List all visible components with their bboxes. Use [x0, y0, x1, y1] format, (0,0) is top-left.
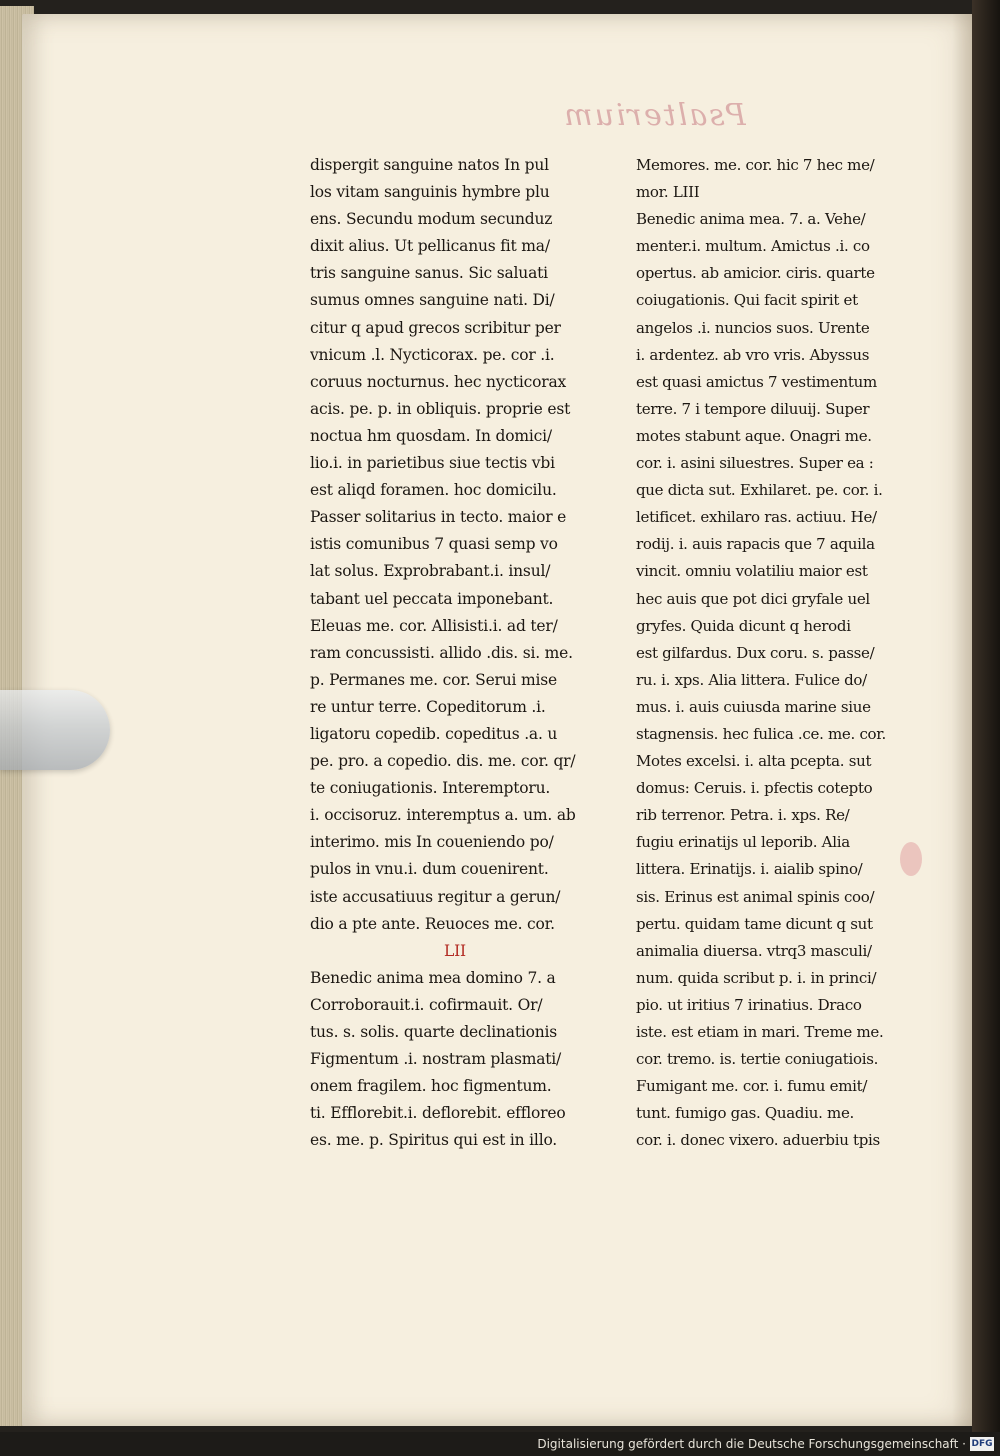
text-line: citur q apud grecos scribitur per: [310, 318, 561, 337]
text-line: angelos .i. nuncios suos. Urente: [636, 318, 870, 337]
book-clamp: [0, 690, 110, 770]
text-line: letificet. exhilaro ras. actiuu. He/: [636, 508, 877, 527]
text-line: opertus. ab amicior. ciris. quarte: [636, 264, 875, 283]
text-line: pe. pro. a copedio. dis. me. cor. qr/: [310, 752, 576, 771]
text-line: littera. Erinatijs. i. aialib spino/: [636, 860, 863, 879]
text-line: istis comunibus 7 quasi semp vo: [310, 535, 558, 554]
text-line: coiugationis. Qui facit spirit et: [636, 291, 858, 310]
text-line: onem fragilem. hoc figmentum.: [310, 1077, 552, 1096]
text-line: i. occisoruz. interemptus a. um. ab: [310, 806, 576, 825]
text-line: iste. est etiam in mari. Treme me.: [636, 1023, 884, 1041]
text-line: Corroborauit.i. cofirmauit. Or/: [310, 995, 543, 1014]
text-line: es. me. p. Spiritus qui est in illo.: [310, 1131, 558, 1150]
text-line: tus. s. solis. quarte declinationis: [310, 1023, 558, 1041]
text-line: domus: Ceruis. i. pfectis cotepto: [636, 779, 873, 798]
text-line: fugiu erinatijs ul leporib. Alia: [636, 833, 850, 852]
text-line: Benedic anima mea. 7. a. Vehe/: [636, 210, 866, 229]
running-head-show-through: Psalterium: [562, 98, 746, 133]
text-line: dixit alius. Ut pellicanus fit ma/: [310, 237, 550, 256]
text-line: terre. 7 i tempore diluuij. Super: [636, 399, 870, 418]
text-line: pio. ut iritius 7 irinatius. Draco: [636, 995, 862, 1014]
text-line: num. quida scribut p. i. in princi/: [636, 968, 877, 987]
dfg-logo-icon: DFG: [971, 1439, 993, 1449]
text-line: te coniugationis. Interemptoru.: [310, 779, 551, 798]
text-line: lat solus. Exprobrabant.i. insul/: [310, 562, 551, 581]
text-line: dio a pte ante. Reuoces me. cor.: [310, 914, 555, 933]
text-line: noctua hm quosdam. In domici/: [310, 426, 552, 445]
text-line: que dicta sut. Exhilaret. pe. cor. i.: [636, 481, 883, 500]
text-line: menter.i. multum. Amictus .i. co: [636, 237, 870, 256]
text-line: tris sanguine sanus. Sic saluati: [310, 264, 548, 283]
text-line: interimo. mis In coueniendo po/: [310, 833, 554, 852]
funding-credit: Digitalisierung gefördert durch die Deutsche Forschungsgemeinschaft ·: [537, 1437, 966, 1451]
text-line: motes stabunt aque. Onagri me.: [636, 426, 872, 445]
text-line: sumus omnes sanguine nati. Di/: [310, 291, 555, 310]
text-line: Figmentum .i. nostram plasmati/: [310, 1050, 562, 1069]
text-line: ram concussisti. allido .dis. si. me.: [310, 643, 573, 662]
text-line: iste accusatiuus regitur a gerun/: [310, 887, 561, 906]
text-line: rib terrenor. Petra. i. xps. Re/: [636, 806, 850, 825]
text-line: Eleuas me. cor. Allisisti.i. ad ter/: [310, 616, 558, 635]
text-line: pertu. quidam tame dicunt q sut: [636, 914, 873, 933]
facing-page-edge: [972, 0, 1000, 1432]
text-line: sis. Erinus est animal spinis coo/: [636, 887, 875, 906]
text-line: coruus nocturnus. hec nycticorax: [310, 372, 567, 391]
text-line: i. ardentez. ab vro vris. Abyssus: [636, 345, 870, 364]
text-line: animalia diuersa. vtrq3 masculi/: [636, 941, 872, 960]
text-line: los vitam sanguinis hymbre plu: [310, 183, 550, 202]
text-line: vnicum .l. Nycticorax. pe. cor .i.: [310, 345, 555, 364]
text-line: gryfes. Quida dicunt q herodi: [636, 616, 851, 635]
text-line: tabant uel peccata imponebant.: [310, 589, 554, 608]
text-line: Fumigant me. cor. i. fumu emit/: [636, 1077, 868, 1096]
text-line: mor. LIII: [636, 183, 700, 202]
text-line: hec auis que pot dici gryfale uel: [636, 589, 870, 608]
text-line: vincit. omniu volatiliu maior est: [636, 562, 868, 581]
text-line: ens. Secundu modum secunduz: [310, 210, 553, 229]
right-text-column: [636, 152, 908, 1154]
left-text-column: [310, 152, 600, 1154]
text-line: stagnensis. hec fulica .ce. me. cor.: [636, 724, 886, 743]
text-line: lio.i. in parietibus siue tectis vbi: [310, 454, 555, 473]
text-line: dispergit sanguine natos In pul: [310, 156, 549, 174]
red-ink-stain: [900, 842, 922, 876]
text-line: p. Permanes me. cor. Serui mise: [310, 670, 558, 689]
text-line: Motes excelsi. i. alta pcepta. sut: [636, 752, 872, 771]
text-line: cor. i. donec vixero. aduerbiu tpis: [636, 1131, 880, 1150]
text-line: rodij. i. auis rapacis que 7 aquila: [636, 535, 875, 554]
text-line: cor. tremo. is. tertie coniugatiois.: [636, 1050, 879, 1069]
text-line: est quasi amictus 7 vestimentum: [636, 372, 877, 391]
text-line: ti. Efflorebit.i. deflorebit. effloreo: [310, 1104, 566, 1123]
text-line: tunt. fumigo gas. Quadiu. me.: [636, 1104, 854, 1123]
text-line: pulos in vnu.i. dum couenirent.: [310, 860, 549, 879]
text-line: acis. pe. p. in obliquis. proprie est: [310, 399, 571, 418]
text-line: Benedic anima mea domino 7. a: [310, 968, 556, 987]
text-line: Memores. me. cor. hic 7 hec me/: [636, 156, 875, 174]
text-line: ligatoru copedib. copeditus .a. u: [310, 724, 558, 743]
text-line: mus. i. auis cuiusda marine siue: [636, 697, 871, 716]
text-line: est gilfardus. Dux coru. s. passe/: [636, 643, 875, 662]
text-line: Passer solitarius in tecto. maior e: [310, 508, 567, 527]
text-line: est aliqd foramen. hoc domicilu.: [310, 481, 557, 500]
text-line: ru. i. xps. Alia littera. Fulice do/: [636, 670, 867, 689]
text-line: cor. i. asini siluestres. Super ea :: [636, 454, 874, 473]
text-line: re untur terre. Copeditorum .i.: [310, 697, 546, 716]
footer-bar: [0, 1432, 1000, 1456]
text-line: LII: [444, 941, 466, 960]
